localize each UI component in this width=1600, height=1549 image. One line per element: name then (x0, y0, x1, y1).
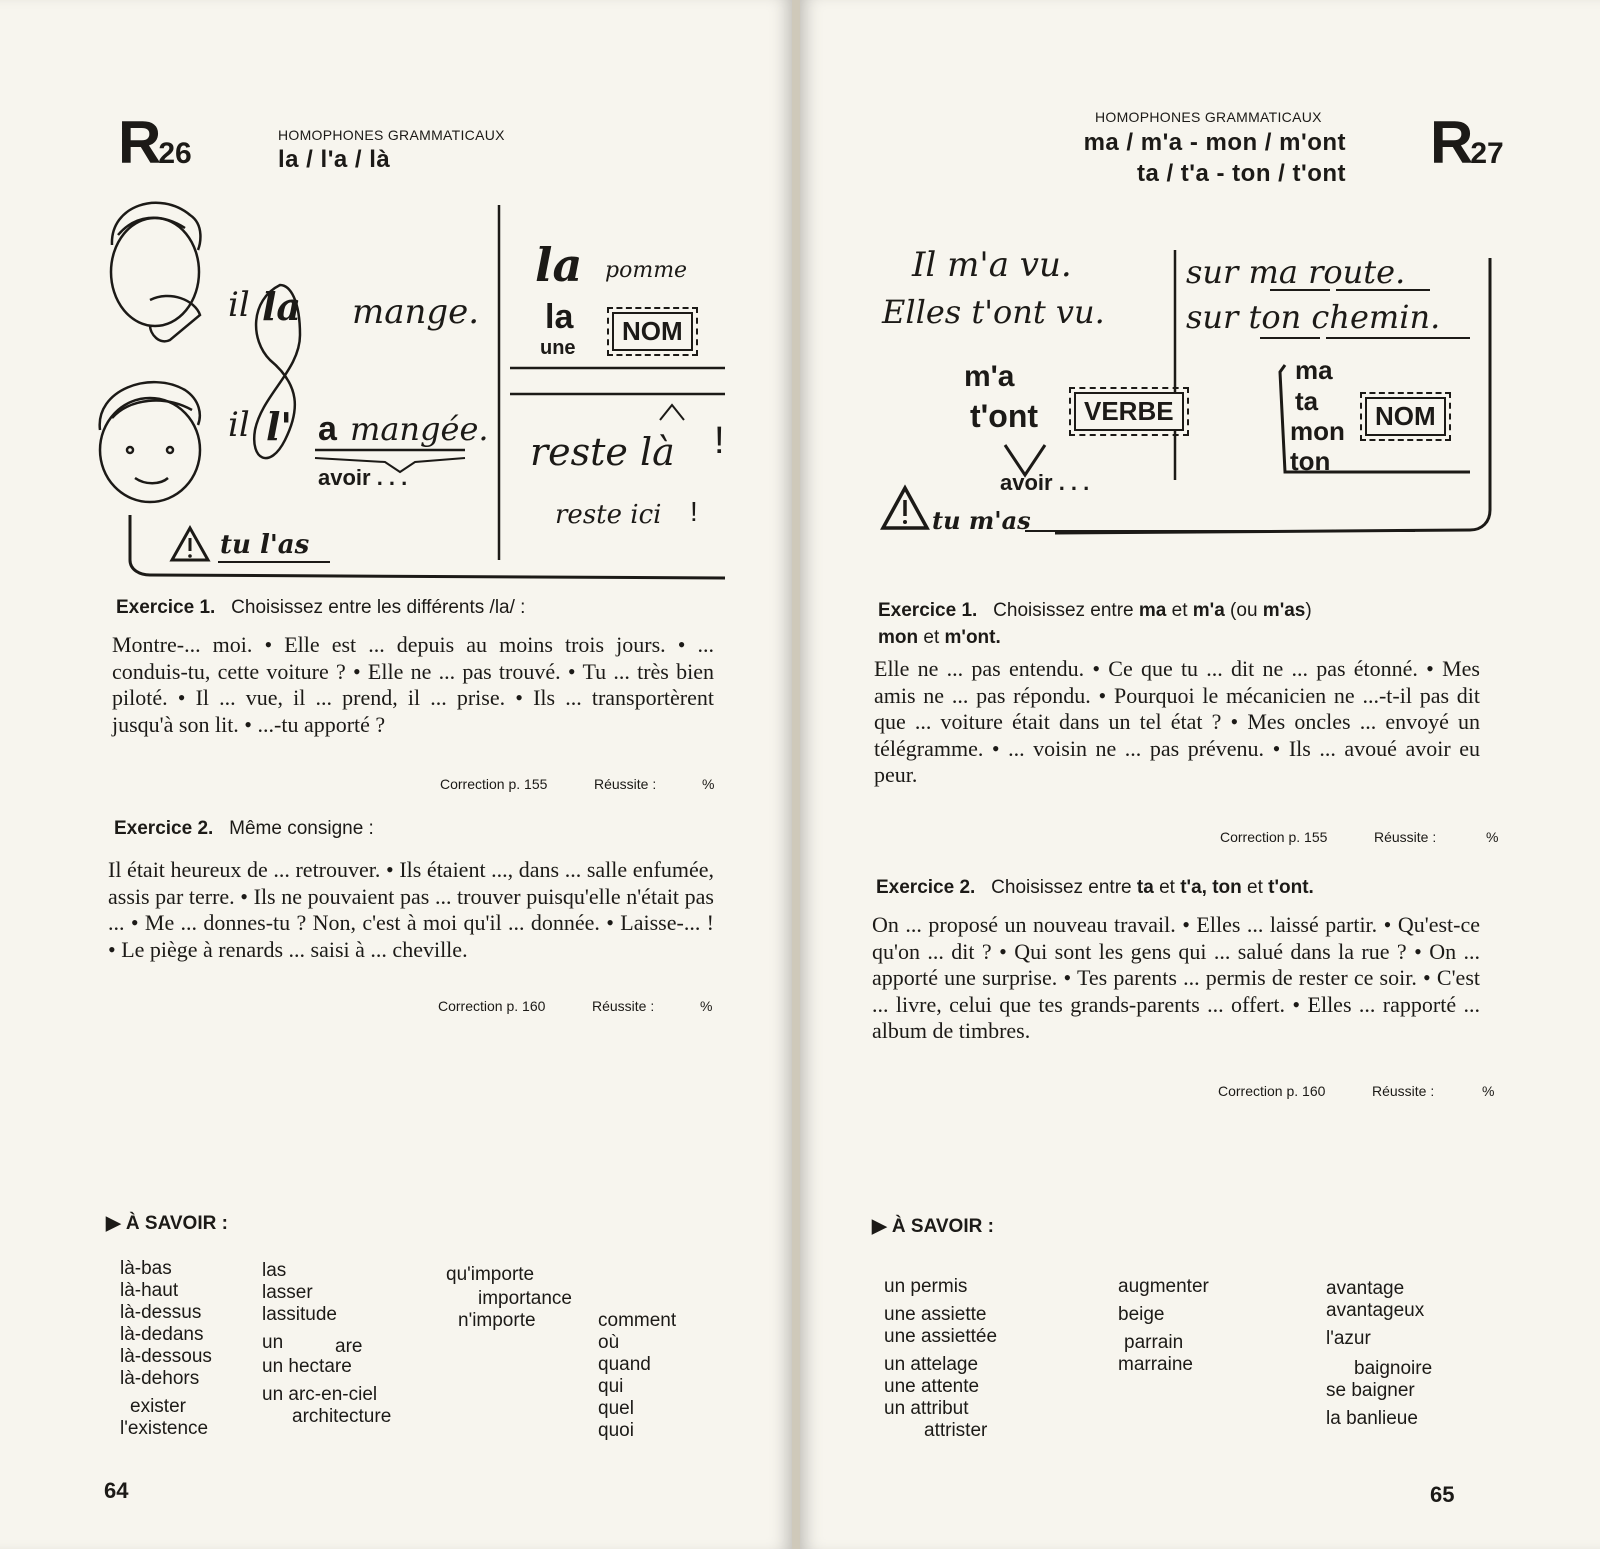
right-page (800, 0, 1600, 1549)
vocab-word: avantage (1326, 1278, 1405, 1299)
warning-triangle-icon (172, 528, 208, 560)
exercise-2-label: Exercice 2. (876, 877, 976, 898)
exercise-1-instruction: Choisissez entre les différents /la/ : (231, 597, 526, 618)
vocab-word: baignoire (1354, 1358, 1433, 1379)
book-gutter (792, 0, 800, 1549)
vocab-word: beige (1118, 1304, 1165, 1325)
exercise-1-text: Montre-... moi. • Elle est ... depuis au moins trois jours. • ... conduis-tu, cette voiture ? • Elle ne ... pas trouvé. • Tu ... très bien piloté. • Il ... vue, il ... prend, il ... prise. • Ils ... transportèrent jusqu'à son lit. • ...-tu apporté ? (112, 632, 714, 737)
reste-la: reste là (530, 430, 675, 474)
reussite-label-1: Réussite : (594, 776, 657, 792)
exercise-1-heading: Exercice 1. Choisissez entre ma et m'a (ou m'as) mon et m'ont. (878, 600, 1312, 648)
vocab-word: lassitude (262, 1304, 337, 1325)
vocab-word: avantageux (1326, 1300, 1425, 1321)
vocab-word: quoi (598, 1420, 634, 1441)
boy-face-icon (111, 203, 200, 342)
warning-text: tu m'as (932, 506, 1031, 535)
exercise-2-label: Exercice 2. (114, 818, 214, 839)
lesson-title-line1: ma / m'a - mon / m'ont (1083, 129, 1346, 156)
vocab-word: un attelage (884, 1354, 979, 1375)
category-label: HOMOPHONES GRAMMATICAUX (278, 127, 505, 143)
vocab-word: l'existence (120, 1418, 209, 1439)
reussite-label-2: Réussite : (1372, 1083, 1435, 1099)
lesson-title: la / l'a / là (278, 146, 391, 173)
vocab-word: exister (130, 1396, 186, 1417)
verbe-stamp: VERBE (1074, 392, 1184, 431)
exclamation-2: ! (690, 496, 698, 527)
exercise-1-text: Elle ne ... pas entendu. • Ce que tu ... dit ne ... pas étonné. • Mes amis ne ... pas répondu. • Pourquoi le mécanicien ne ...-t-il pas dit que ... voiture était dans un tel état ? • Mes oncles ... envoyé un télégramme. • ... voisin ne ... pas prévenu. • Ils ... avoué avoir eu peur. (874, 656, 1480, 787)
exercise-2-heading (114, 818, 374, 840)
vocab-word: las (262, 1260, 287, 1281)
vocab-word: importance (478, 1288, 572, 1309)
sentence-il-ma-vu: Il m'a vu. (912, 245, 1072, 285)
vocab-word: quand (598, 1354, 651, 1375)
vocab-word: n'importe (458, 1310, 536, 1331)
vocab-word: quel (598, 1398, 634, 1419)
vocab-word: une attente (884, 1376, 980, 1397)
percent-1: % (1486, 829, 1499, 845)
noun-mon: mon (1290, 416, 1345, 446)
vocab-word: are (335, 1336, 363, 1357)
reussite-label-2: Réussite : (592, 998, 655, 1014)
correction-ref-1: Correction p. 155 (1220, 829, 1328, 845)
vocab-word: se baigner (1326, 1380, 1415, 1401)
une-word: une (540, 337, 576, 359)
l-apostrophe: l' (266, 404, 293, 449)
percent-2: % (700, 998, 713, 1014)
underline-divider (1025, 530, 1415, 532)
reussite-label-1: Réussite : (1374, 829, 1437, 845)
noun-ton: ton (1290, 446, 1331, 476)
vocab-word: là-dessous (120, 1346, 212, 1367)
correction-ref-2: Correction p. 160 (1218, 1083, 1326, 1099)
vocab-word: architecture (292, 1406, 392, 1427)
vocab-word: là-dessus (120, 1302, 202, 1323)
vocab-word: une assiette (884, 1304, 987, 1325)
sentence-elles-tont-vu: Elles t'ont vu. (882, 293, 1105, 331)
pomme-word: pomme (605, 258, 688, 283)
la-pronoun: la (262, 284, 302, 329)
il-word-2: il (228, 405, 250, 445)
vocab-word: où (598, 1332, 620, 1353)
percent-1: % (702, 776, 715, 792)
a-word: a (318, 410, 337, 448)
lesson-digits: 27 (1470, 137, 1504, 170)
vocab-word: marraine (1118, 1354, 1193, 1375)
vocab-word: un permis (884, 1276, 968, 1297)
vocab-word: un arc-en-ciel (262, 1384, 378, 1405)
ma-verb-form: m'a (964, 360, 1015, 393)
warning-triangle-icon (883, 488, 927, 528)
vocab-word: l'azur (1326, 1328, 1371, 1349)
vocab-word: qu'importe (446, 1264, 535, 1285)
vocab-word: là-haut (120, 1280, 179, 1301)
lesson-letter: R (1430, 109, 1471, 176)
exercise-1-heading (116, 597, 525, 619)
boy-eating-icon (100, 382, 200, 502)
vocab-word: là-bas (120, 1258, 172, 1279)
avoir-label: avoir . . . (318, 465, 408, 490)
exercise-2-instruction: Même consigne : (229, 818, 374, 839)
exclamation-1: ! (714, 420, 725, 462)
la-script-word: la (535, 238, 583, 292)
reste-ici: reste ici (555, 500, 662, 530)
il-word: il (228, 285, 250, 325)
category-label: HOMOPHONES GRAMMATICAUX (1095, 109, 1322, 125)
correction-ref-2: Correction p. 160 (438, 998, 546, 1014)
vocab-word: attrister (924, 1420, 988, 1441)
vocab-word: qui (598, 1376, 624, 1397)
page-number-left: 64 (104, 1478, 129, 1503)
avoir-label: avoir . . . (1000, 470, 1090, 495)
vocab-word: la banlieue (1326, 1408, 1418, 1429)
mange-word: mange. (352, 292, 480, 332)
vocab-word: une assiettée (884, 1326, 998, 1347)
vocab-word: là-dedans (120, 1324, 204, 1345)
noun-ma: ma (1295, 355, 1333, 385)
a-savoir-title: ▶ À SAVOIR : (106, 1213, 228, 1234)
left-page (0, 0, 792, 1549)
vocab-word: un hectare (262, 1356, 352, 1377)
vocab-word: augmenter (1118, 1276, 1209, 1297)
vocab-word: parrain (1124, 1332, 1184, 1353)
vocab-word: là-dehors (120, 1368, 200, 1389)
exercise-1-label: Exercice 1. (878, 600, 978, 621)
vocab-word: lasser (262, 1282, 313, 1303)
nom-stamp: NOM (612, 312, 693, 351)
sentence-sur-ton-chemin: sur ton chemin. (1186, 298, 1441, 336)
vocab-word: comment (598, 1310, 677, 1331)
correction-ref-1: Correction p. 155 (440, 776, 548, 792)
exercise-1-label: Exercice 1. (116, 597, 216, 618)
percent-2: % (1482, 1083, 1495, 1099)
exercise-2-text: On ... proposé un nouveau travail. • Elles ... laissé partir. • Qu'est-ce qu'on ... dit ? • Qui sont les gens qui ... salué dans la rue ? • On ... apporté une surprise. • Tes parents ... permis de rester ce soir. • C'est ... livre, celui que tes grands-parents ... offert. • Elles ... rapporté ... album de timbres. (872, 912, 1480, 1043)
mangee-word: mangée. (350, 410, 489, 448)
lesson-letter: R (118, 109, 159, 176)
a-savoir-title: ▶ À SAVOIR : (872, 1216, 994, 1237)
nom-stamp: NOM (1365, 397, 1446, 436)
exercise-2-heading: Exercice 2. Choisissez entre ta et t'a, ton et t'ont. (876, 877, 1314, 898)
warning-text: tu l'as (220, 530, 310, 560)
vocab-word: un (262, 1332, 284, 1353)
exercise-2-text: Il était heureux de ... retrouver. • Ils étaient ..., dans ... salle enfumée, assis par terre. • Ils ne pouvaient pas ... trouver puisqu'elle n'était pas ... • Me ... donnes-tu ? Non, c'est à moi qu'il ... donnée. • Laisse-... ! • Le piège à renards ... saisi à ... cheville. (108, 857, 714, 962)
lesson-digits: 26 (158, 137, 192, 170)
lesson-title-line2: ta / t'a - ton / t'ont (1136, 160, 1346, 187)
vocab-word: un attribut (884, 1398, 969, 1419)
la-article: la (545, 298, 574, 336)
sentence-sur-ma-route: sur ma route. (1186, 253, 1406, 291)
page-number-right: 65 (1430, 1482, 1455, 1507)
tont-verb-form: t'ont (970, 398, 1039, 434)
noun-ta: ta (1295, 386, 1319, 416)
